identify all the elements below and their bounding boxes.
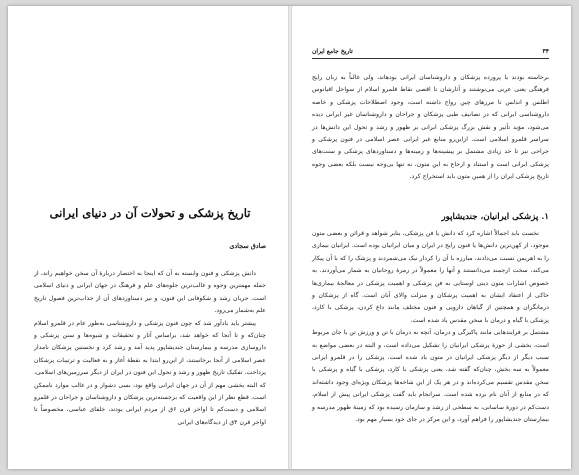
book-spread [8, 6, 571, 469]
section-paragraph: نخست باید اجمالاً اشاره کرد که دانش یا فن پزشکی، بنابر شواهد و قرائن و بعضی متون موجود، از کهن‌ترین دانش‌ها یا فنون رایج در ایران و میان ایرانیان بوده است. ایرانیان بیماری را به اهریمن نسبت می‌دادند، مبارزه با آن را کردار نیک می‌شمردند و پزشک را که با آن پیکار می‌کند، سخت ارجمند می‌دانستند و آنها را معمولاً در زمرهٔ روحانیان به شمار می‌آوردند. به خصوص اشارات متون دینی اوستایی به فن پزشکی و اهمیت پزشکی در معالجهٔ بیماری‌ها حاکی از اعتقاد ایشان به اهمیت پزشکان و منزلت والای آنان است. گاه از پزشکان و درمانگران و همچنین از گیاهان دارویی و فنون مختلف مانند داغ کردن، پزشکی با کارد، پزشکی با گیاه و درمان با سخن مقدس یاد شده است. [312, 230, 549, 324]
running-title: تاریخ جامع ایران [312, 48, 353, 55]
left-paragraph: دانش پزشکی و فنون وابسته به آن که اینجا به اختصار دربارهٔ آن سخن خواهیم راند، از جمله مهمترین وجوه و غالب‌ترین جلوه‌های علم و فرهنگ در جهان ایرانی و دنیای اسلامی است. جریان رشد و شکوفایی این فنون، و نیز دستاوردهای آن از جذاب‌ترین فصول تاریخ علم به‌شمار می‌رود. [34, 270, 266, 315]
book-title: تاریخ پزشکی و تحولات آن در دنیای ایرانی [49, 206, 251, 220]
running-head [312, 48, 549, 59]
right-paragraph: برخاسته بودند یا پرورده پزشکان و داروشناسان ایرانی بودهاند، ولی غالباً به زبان رایج فرهنگی یعنی عربی می‌نوشتند و آثارشان تا اقصی نقاط قلمرو اسلام از سواحل اقیانوس اطلس و اندلس تا مرزهای چین رواج داشته است، وجود اصطلاحات پزشکی و خاصه داروشناسی ایرانی که در تصانیف طبی پزشکان و جراحان و داروشناسان غیر ایرانی دیده می‌شود، مؤید تأثیر و نقش بزرگ پزشکی ایرانی بر ظهور و رشد و تحول این دانش‌ها در سراسر قلمرو اسلامی است. ازاین‌رو منابع غیر ایرانی عصر اسلامی در فنون پزشکی و جراحی نیز تا حد زیادی مشتمل بر پیشینه‌ها و زمینه‌ها و دستاوردهای پزشکی و سنت‌های پزشکی ایرانی است و استناد و ارجاع به این متون، نه تنها بی‌وجه نیست بلکه بعضی وجوه تاریخ پزشکی ایران را از همین متون باید استخراج کرد. [312, 74, 549, 181]
left-paragraph: پیشتر باید یادآور شد که چون فنون پزشکی و داروشناسی به‌طور عام در قلمرو اسلام چنان‌که و تا آنجا که خواهد شد، براساس آثار و تحقیقات و شیوه‌ها و سنن پزشکی و داروسازی مدرسه و بیمارستان جندیشاپور پدید آمد و رشد کرد و نخستین پزشکان نامدار عصر اسلامی از آنجا برخاستند، از این‌رو ابتدا به نقطهٔ آغاز و به فعالیت و ترتیبات پزشکان پرداخت. تفکیک تاریخ ظهور و رشد و تحول این فنون در ایران از دیگر سرزمین‌های اسلامی، که البته بخشی مهم از آن در جهان ایرانی واقع بود، بسی دشوار و در غالب موارد ناممکن است. قطع نظر از این واقعیت که برجسته‌ترین پزشکان و داروشناسان و جراحان در قلمرو اسلامی و دست‌کم تا اواخر قرن ۶ق از مردم ایرانی بودند، خلفای عباسی، مخصوصاً تا اواخر قرن ۴ق از دیدگاه‌های ایرانی [34, 319, 266, 426]
right-page-top-text [312, 72, 549, 184]
page-number: ۳۴ [542, 48, 549, 55]
author-name: صادق سجادی [229, 242, 266, 250]
section-paragraph: مشتمل بر فرایندهایی مانند پاکیزگی و درمان، آنچه به درمان با تن و ورزش تن یا جان مربوط است، بخشی از حوزهٔ پزشکی ایرانیان را تشکیل می‌داده است، و البته در بعضی مواضع به سبب دیگر از دیگر پزشکی ایرانیان در متون یاد شده است. پزشکی را در قلمرو ایرانی معمولاً به سه بخش، چنان‌که گفته شد، یعنی پزشکی با کارد، پزشکی با گیاه و پزشکی با سخن مقدس تقسیم می‌کرده‌اند و در هر یک از این شاخه‌ها پزشکان ویژه‌ای وجود داشته‌اند که در منابع از آنان نام برده شده است. سرانجام باید گفت پزشکی ایرانی پیش از اسلام، دست‌کم در دورهٔ ساسانی، به سطحی از رشد و سازمان رسیده بود که زمینهٔ ظهور مدرسه و بیمارستان جندیشاپور را فراهم آورد، و این مرکز در جای خود بسیار مهم بود. [312, 329, 549, 424]
left-page [8, 6, 288, 469]
section-heading: ۱. پزشکی ایرانیان، جندیشاپور [441, 212, 549, 222]
section-body [312, 228, 549, 427]
left-page-body [34, 268, 266, 429]
right-page [292, 6, 571, 469]
